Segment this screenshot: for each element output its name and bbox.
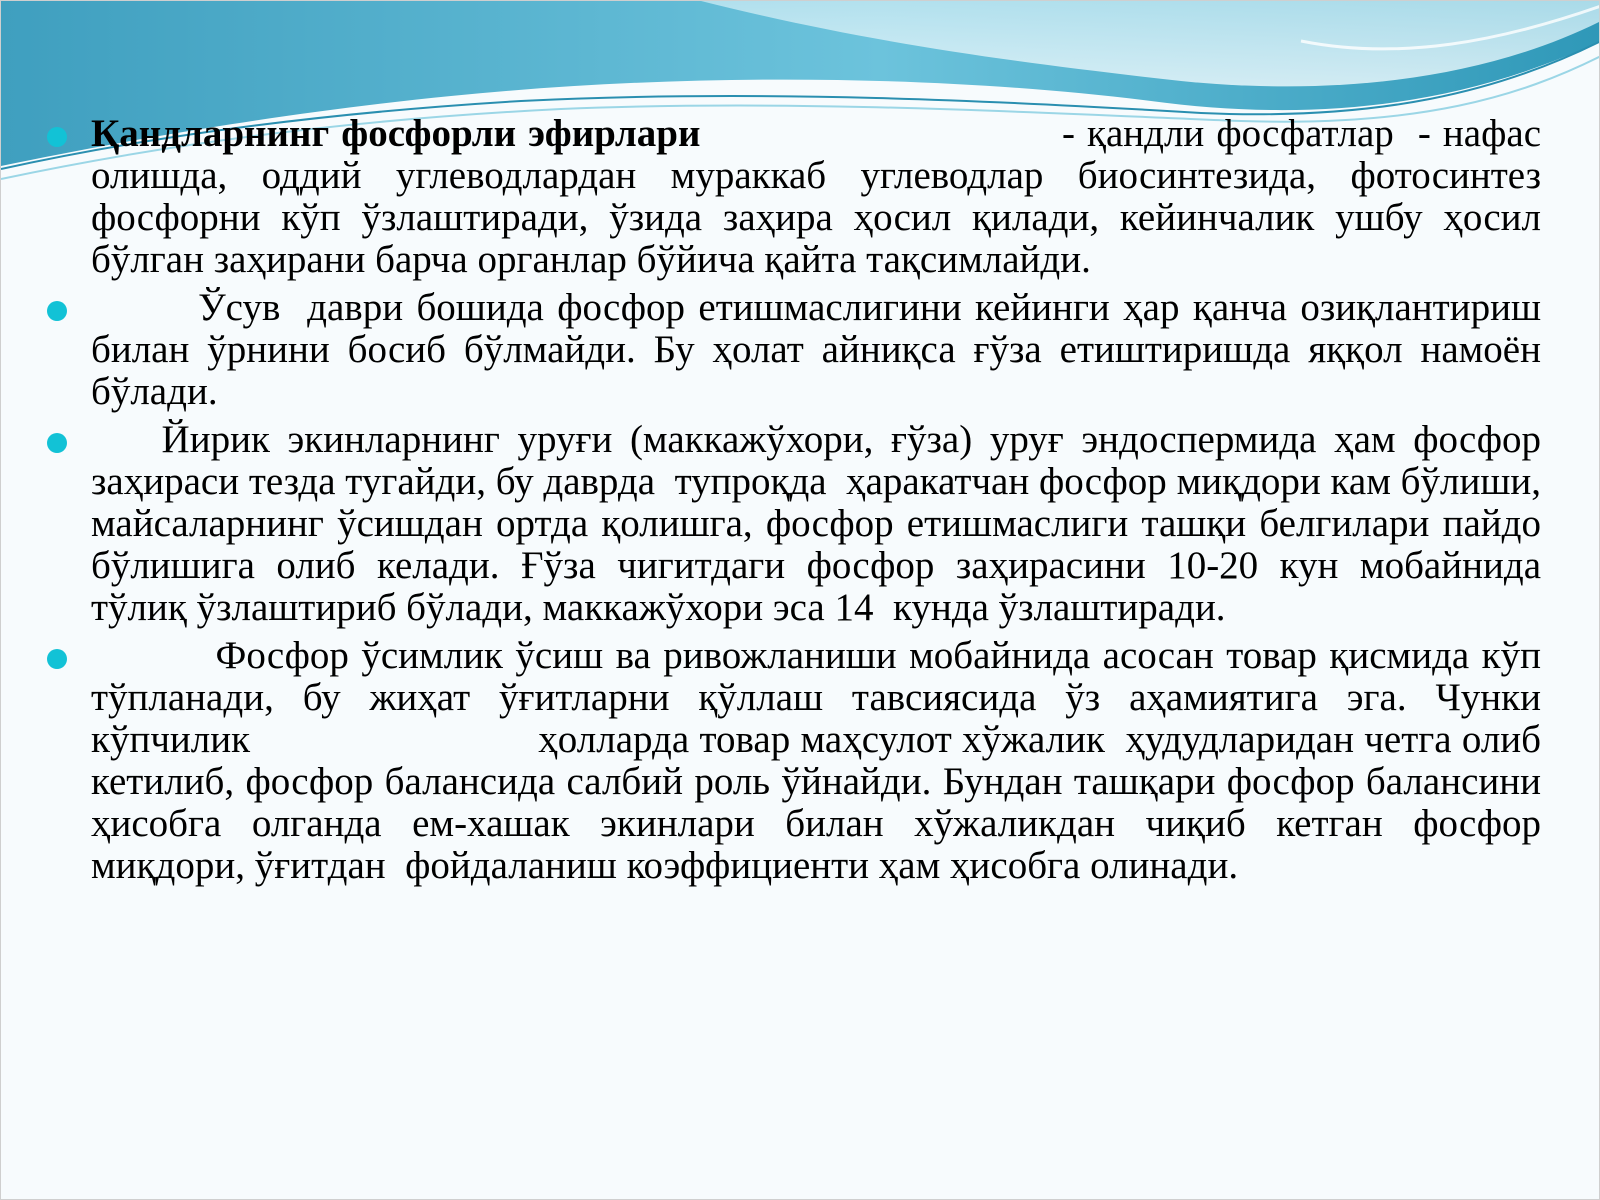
bullet-list <box>41 112 1561 893</box>
bullet-item <box>41 112 1551 281</box>
bullet-text <box>91 286 1551 413</box>
bullet-body: Фосфор ўсимлик ўсиш ва ривожланиши мобайнида асосан товар қисмида кўп тўпланади, бу жиҳат ўғитларни қўллаш тавсиясида ўз аҳамиятига эга. Чунки кўпчилик ҳолларда товар маҳсулот хўжалик ҳудудларидан четга олиб кетилиб, фосфор балансида салбий роль ўйнайди. Бундан ташқари фосфор балансини ҳисобга олганда ем-хашак экинлари билан хўжаликдан чиқиб кетган фосфор миқдори, ўғитдан фойдаланиш коэффициенти ҳам ҳисобга олинади. <box>91 634 1561 887</box>
bullet-lead: Қандларнинг фосфорли эфирлари <box>91 112 701 155</box>
bullet-dot-icon <box>47 301 67 321</box>
bullet-body: - қандли фосфатлар - нафас олишда, оддий углеводлардан мураккаб углеводлар биосинтезида, фотосинтез фосфорни кўп ўзлаштиради, ўзида заҳира ҳосил қилади, кейинчалик ушбу ҳосил бўлган заҳирани барча органлар бўйича қайта тақсимлайди. <box>91 112 1551 281</box>
bullet-text <box>91 112 1551 281</box>
bullet-dot-icon <box>47 649 67 669</box>
bullet-dot-icon <box>47 127 67 147</box>
bullet-item <box>41 634 1561 887</box>
bullet-item <box>41 418 1561 629</box>
bullet-text <box>91 634 1561 887</box>
bullet-item <box>41 286 1551 413</box>
bullet-dot-icon <box>47 433 67 453</box>
bullet-body: Йирик экинларнинг уруғи (маккажўхори, ғўза) уруғ эндоспермида ҳам фосфор заҳираси тезда тугайди, бу даврда тупроқда ҳаракатчан фосфор миқдори кам бўлиши, майсаларнинг ўсишдан ортда қолишга, фосфор етишмаслиги ташқи белгилари пайдо бўлишига олиб келади. Ғўза чигитдаги фосфор заҳирасини 10-20 кун мобайнида тўлиқ ўзлаштириб бўлади, маккажўхори эса 14 кунда ўзлаштиради. <box>91 418 1561 629</box>
bullet-body: Ўсув даври бошида фосфор етишмаслигини кейинги ҳар қанча озиқлантириш билан ўрнини босиб бўлмайди. Бу ҳолат айниқса ғўза етиштиришда яққол намоён бўлади. <box>91 286 1551 413</box>
bullet-text <box>91 418 1561 629</box>
